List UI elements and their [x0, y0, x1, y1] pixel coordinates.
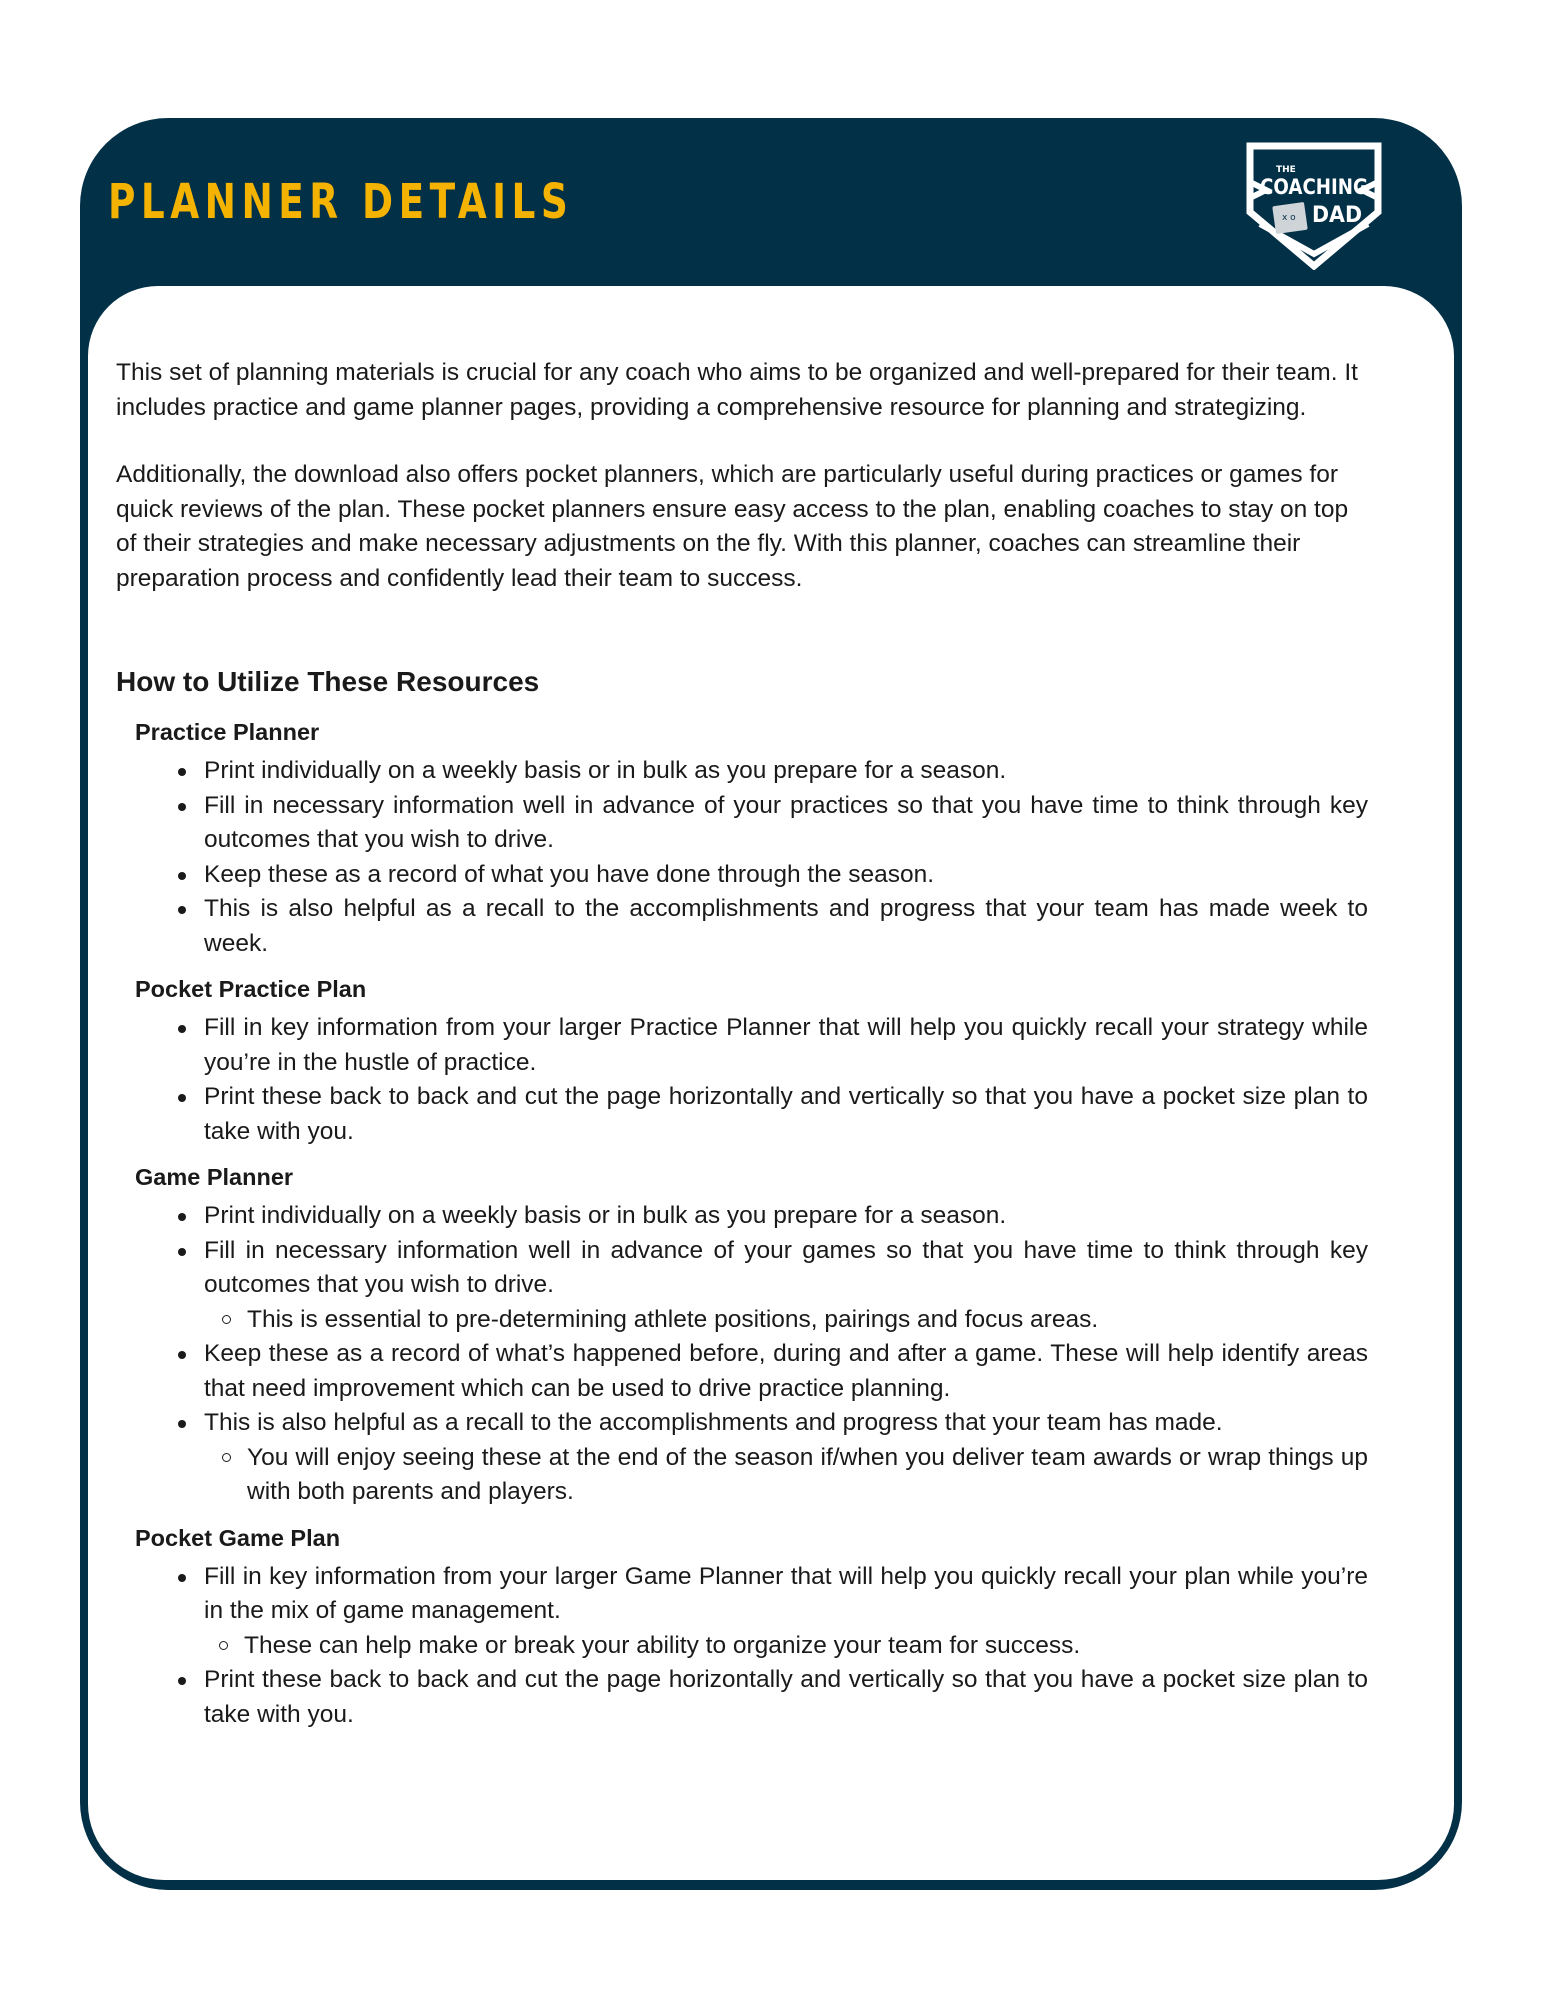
pocket-game-plan-heading: Pocket Game Plan: [135, 1524, 341, 1551]
list-item-text: Keep these as a record of what’s happened before, during and after a game. These will help identify areas that need improvement which can be used to drive practice planning.: [204, 1340, 1368, 1402]
svg-text:DAD: DAD: [1312, 203, 1362, 228]
pocket-practice-plan-list: [116, 1011, 1368, 1149]
list-item: [204, 1406, 1368, 1510]
list-item-text: Print individually on a weekly basis or in bulk as you prepare for a season.: [204, 1202, 1007, 1229]
list-item: [204, 1663, 1368, 1732]
svg-text:THE: THE: [1276, 165, 1296, 175]
list-item-text: Print these back to back and cut the page horizontally and vertically so that you have a pocket size plan to take with you.: [204, 1666, 1368, 1728]
page-title: PLANNER DETAILS: [108, 174, 574, 230]
resources-heading: How to Utilize These Resources: [116, 666, 540, 697]
coaching-dad-logo-icon: [1246, 142, 1382, 270]
sub-list-item: You will enjoy seeing these at the end of the season if/when you deliver team awards or wrap things up with both parents and players.: [247, 1441, 1368, 1510]
content-body: [116, 356, 1368, 1744]
list-item: Keep these as a record of what you have done through the season.: [204, 858, 1368, 893]
sub-list-item: These can help make or break your ability to organize your team for success.: [244, 1629, 1368, 1664]
intro-paragraph-2: Additionally, the download also offers pocket planners, which are particularly useful during practices or games for quick reviews of the plan. These pocket planners ensure easy access to the plan, enabling coaches to stay on top of their strategies and make necessary adjustments on the fly. With this planner, coaches can streamline their preparation process and confidently lead their team to success.: [116, 461, 1349, 592]
sub-list-item: This is essential to pre-determining athlete positions, pairings and focus areas.: [247, 1303, 1368, 1338]
list-item: Fill in necessary information well in advance of your practices so that you have time to think through key outcomes that you wish to drive.: [204, 789, 1368, 858]
practice-planner-heading: Practice Planner: [135, 719, 320, 745]
intro-paragraph-1: This set of planning materials is crucial for any coach who aims to be organized and well-prepared for their team. It includes practice and game planner pages, providing a comprehensive resource for planning and strategizing.: [116, 359, 1358, 421]
sub-list: [204, 1629, 1368, 1664]
list-item-text: Fill in necessary information well in advance of your games so that you have time to think through key outcomes that you wish to drive.: [204, 1236, 1368, 1298]
list-item: [204, 1199, 1368, 1234]
list-item: Print these back to back and cut the page horizontally and vertically so that you have a pocket size plan to take with you.: [204, 1080, 1368, 1149]
list-item: This is also helpful as a recall to the accomplishments and progress that your team has made week to week.: [204, 892, 1368, 961]
list-item: Fill in key information from your larger Practice Planner that will help you quickly recall your strategy while you’re in the hustle of practice.: [204, 1011, 1368, 1080]
list-item: [204, 1337, 1368, 1406]
sub-list: [204, 1303, 1368, 1338]
list-item: [204, 1234, 1368, 1338]
svg-text:x o: x o: [1282, 213, 1296, 223]
pocket-game-plan-list: [116, 1560, 1368, 1733]
pocket-practice-plan-heading: Pocket Practice Plan: [135, 976, 367, 1002]
sub-list: [204, 1441, 1368, 1510]
game-planner-heading: Game Planner: [135, 1164, 294, 1190]
list-item: Print individually on a weekly basis or in bulk as you prepare for a season.: [204, 754, 1368, 789]
practice-planner-list: [116, 754, 1368, 961]
svg-text:COACHING: COACHING: [1260, 175, 1368, 199]
list-item-text: Fill in key information from your larger Game Planner that will help you quickly recall your plan while you’re in the mix of game management.: [204, 1562, 1368, 1624]
list-item: [204, 1560, 1368, 1664]
list-item-text: This is also helpful as a recall to the accomplishments and progress that your team has made.: [204, 1409, 1223, 1436]
game-planner-list: [116, 1199, 1368, 1510]
